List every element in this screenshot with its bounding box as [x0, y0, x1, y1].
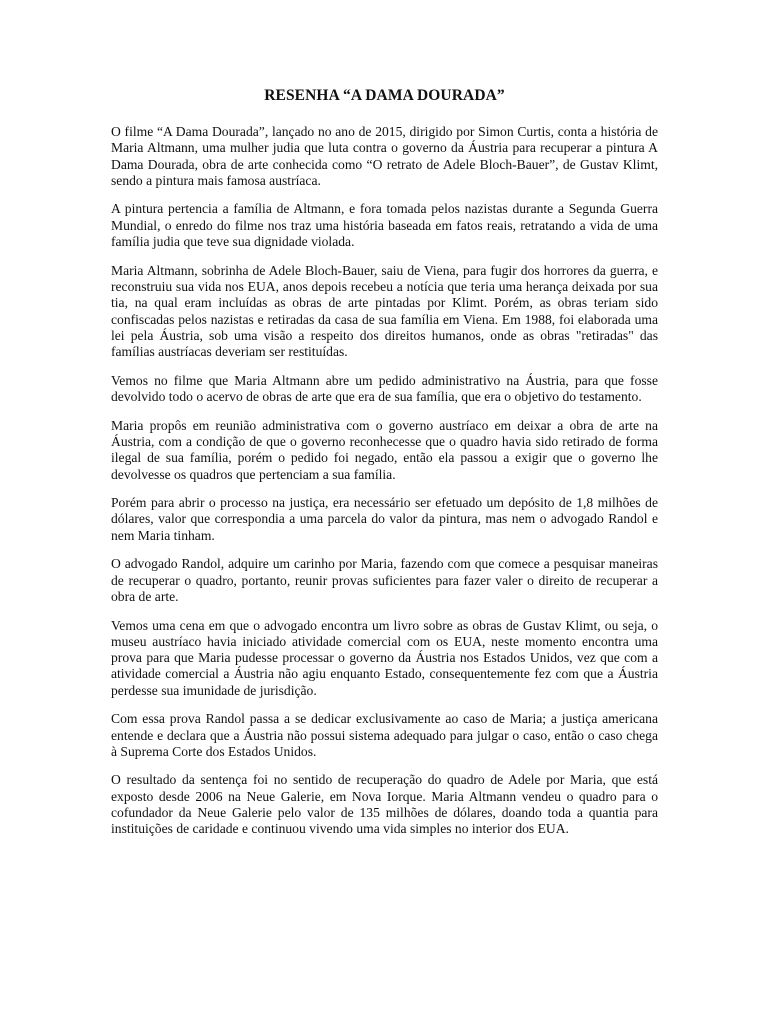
paragraph-8: Vemos uma cena em que o advogado encontra um livro sobre as obras de Gustav Klimt, ou seja, o museu austríaco havia iniciado atividade comercial com os EUA, neste momento encontra uma prova para que Maria pudesse processar o governo da Áustria nos Estados Unidos, vez que com a atividade comercial a Áustria não agiu enquanto Estado, consequentemente fez com que a Áustria perdesse sua imunidade de jurisdição. — [111, 617, 658, 698]
paragraph-4: Vemos no filme que Maria Altmann abre um pedido administrativo na Áustria, para que fosse devolvido todo o acervo de obras de arte que era de sua família, que era o objetivo do testamento. — [111, 372, 658, 405]
paragraph-7: O advogado Randol, adquire um carinho por Maria, fazendo com que comece a pesquisar maneiras de recuperar o quadro, portanto, reunir provas suficientes para fazer valer o direito de recuperar a obra de arte. — [111, 556, 658, 604]
paragraph-10: O resultado da sentença foi no sentido de recuperação do quadro de Adele por Maria, que está exposto desde 2006 na Neue Galerie, em Nova Iorque. Maria Altmann vendeu o quadro para o cofundador da Neue Galerie pelo valor de 135 milhões de dólares, doando toda a quantia para instituições de caridade e continuou vivendo uma vida simples no interior dos EUA. — [111, 772, 658, 837]
paragraph-3: Maria Altmann, sobrinha de Adele Bloch-Bauer, saiu de Viena, para fugir dos horrores da guerra, e reconstruiu sua vida nos EUA, anos depois recebeu a notícia que teria uma herança deixada por sua tia, na qual eram incluídas as obras de arte pintadas por Klimt. Porém, as obras teriam sido confiscadas pelos nazistas e retiradas da casa de sua família em Viena. Em 1988, foi elaborada uma lei pela Áustria, sob uma visão a respeito dos direitos humanos, onde as obras "retiradas" das famílias austríacas deveriam ser restituídas. — [111, 262, 658, 360]
paragraph-2: A pintura pertencia a família de Altmann, e fora tomada pelos nazistas durante a Segunda Guerra Mundial, o enredo do filme nos traz uma história baseada em fatos reais, retratando a vida de uma família judia que teve sua dignidade violada. — [111, 201, 658, 250]
paragraph-1: O filme “A Dama Dourada”, lançado no ano de 2015, dirigido por Simon Curtis, conta a história de Maria Altmann, uma mulher judia que luta contra o governo da Áustria para recuperar a pintura A Dama Dourada, obra de arte conhecida como “O retrato de Adele Bloch-Bauer”, de Gustav Klimt, sendo a pintura mais famosa austríaca. — [111, 124, 658, 188]
paragraph-6: Porém para abrir o processo na justiça, era necessário ser efetuado um depósito de 1,8 milhões de dólares, valor que correspondia a uma parcela do valor da pintura, mas nem o advogado Randol e nem Maria tinham. — [111, 495, 658, 543]
paragraph-5: Maria propôs em reunião administrativa com o governo austríaco em deixar a obra de arte na Áustria, com a condição de que o governo reconhecesse que o quadro havia sido retirado de forma ilegal de sua família, porém o pedido foi negado, então ela passou a exigir que o governo lhe devolvesse os quadros que pertenciam a sua família. — [111, 417, 658, 482]
paragraph-9: Com essa prova Randol passa a se dedicar exclusivamente ao caso de Maria; a justiça americana entende e declara que a Áustria não possui sistema adequado para julgar o caso, então o caso chega à Suprema Corte dos Estados Unidos. — [111, 711, 658, 759]
document-body — [111, 86, 658, 850]
document-title: RESENHA “A DAMA DOURADA” — [264, 87, 505, 104]
